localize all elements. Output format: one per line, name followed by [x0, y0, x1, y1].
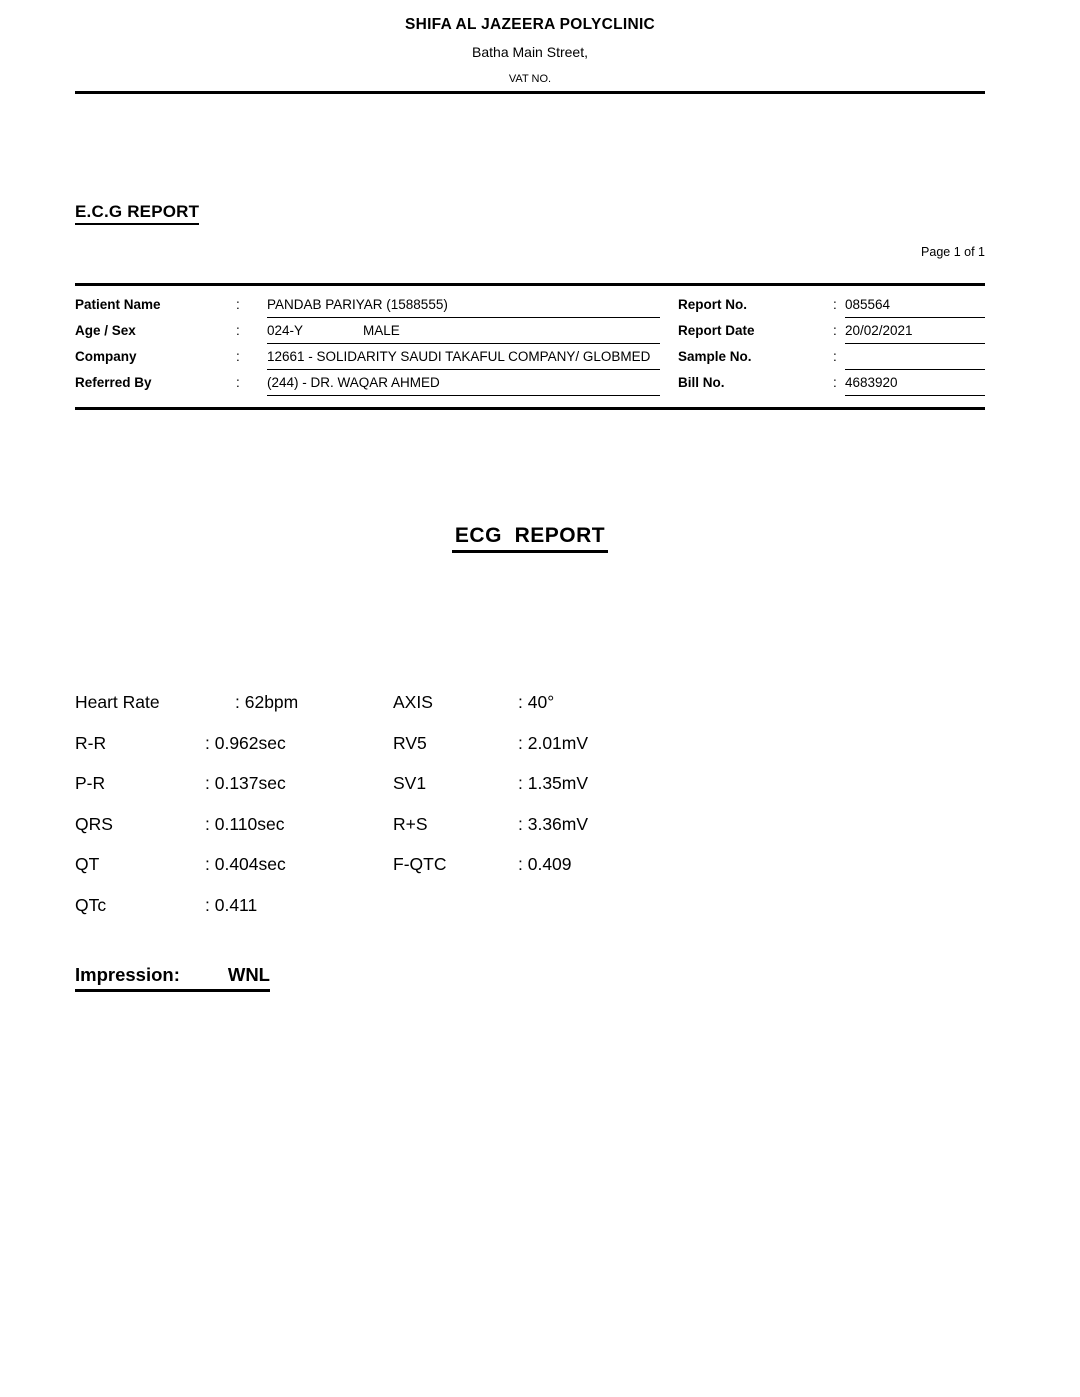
clinic-address: Batha Main Street,	[472, 44, 588, 60]
axis-value: : 40°	[518, 692, 555, 712]
pr-value: : 0.137sec	[205, 773, 286, 793]
age-sex-label: Age / Sex	[75, 323, 136, 338]
measurement-row	[75, 690, 775, 731]
page-indicator: Page 1 of 1	[921, 245, 985, 259]
qt-value: : 0.404sec	[205, 854, 286, 874]
spacer	[660, 320, 678, 346]
colon: :	[236, 297, 240, 312]
rv5-value: : 2.01mV	[518, 732, 589, 753]
measurement-row	[75, 812, 775, 853]
company-label: Company	[75, 349, 137, 364]
header-divider-rule	[75, 91, 985, 94]
ecg-title-wrap	[75, 524, 985, 553]
axis-label: AXIS	[393, 692, 433, 712]
colon: :	[236, 349, 240, 364]
sex-value: MALE	[363, 323, 400, 338]
impression-label: Impression:	[75, 964, 180, 985]
measurement-row	[75, 731, 775, 772]
patient-info-table	[75, 283, 985, 410]
bill-no-label: Bill No.	[678, 375, 725, 390]
colon: :	[236, 375, 240, 390]
colon: :	[236, 323, 240, 338]
sv1-label: SV1	[393, 773, 427, 793]
fqtc-value: : 0.409	[518, 854, 572, 874]
rr-value: : 0.962sec	[205, 732, 286, 753]
patient-name-value: PANDAB PARIYAR (1588555)	[267, 294, 660, 318]
spacer	[660, 294, 678, 320]
rs-label: R+S	[393, 813, 428, 834]
age-sex-value	[267, 320, 660, 344]
fqtc-label: F-QTC	[393, 854, 447, 874]
colon: :	[833, 323, 837, 338]
measurement-row	[75, 771, 775, 812]
spacer	[660, 372, 678, 398]
sv1-value: : 1.35mV	[518, 773, 589, 793]
patient-name-label: Patient Name	[75, 297, 161, 312]
qrs-label: QRS	[75, 813, 113, 834]
colon: :	[833, 349, 837, 364]
sample-no-value	[845, 346, 985, 370]
qtc-value: : 0.411	[205, 894, 258, 915]
age-value: 024-Y	[267, 323, 304, 338]
qrs-value: : 0.110sec	[205, 813, 285, 834]
measurement-row	[75, 893, 775, 934]
company-value: 12661 - SOLIDARITY SAUDI TAKAFUL COMPANY/ GLOBMED	[267, 346, 660, 370]
qtc-label: QTc	[75, 894, 107, 915]
referred-by-value: (244) - DR. WAQAR AHMED	[267, 372, 660, 396]
report-date-label: Report Date	[678, 323, 755, 338]
ecg-report-title: ECG REPORT	[452, 524, 608, 553]
report-no-value: 085564	[845, 294, 985, 318]
impression-line	[75, 964, 270, 992]
ecg-measurements	[75, 690, 775, 933]
rv5-label: RV5	[393, 732, 427, 753]
referred-by-label: Referred By	[75, 375, 152, 390]
clinic-name: SHIFA AL JAZEERA POLYCLINIC	[404, 16, 656, 33]
sample-no-label: Sample No.	[678, 349, 752, 364]
bill-no-value: 4683920	[845, 372, 985, 396]
spacer	[660, 346, 678, 372]
heart-rate-value: : 62bpm	[235, 692, 299, 712]
rs-value: : 3.36mV	[518, 813, 589, 834]
report-date-value: 20/02/2021	[845, 320, 985, 344]
heart-rate-label: Heart Rate	[75, 692, 160, 712]
clinic-vat-line: VAT NO.	[508, 72, 552, 85]
qt-label: QT	[75, 854, 100, 874]
impression-value: WNL	[227, 964, 270, 985]
report-no-label: Report No.	[678, 297, 747, 312]
colon: :	[833, 375, 837, 390]
rr-label: R-R	[75, 732, 107, 753]
colon: :	[833, 297, 837, 312]
pr-label: P-R	[75, 773, 106, 793]
section-title: E.C.G REPORT	[75, 202, 199, 225]
measurement-row	[75, 852, 775, 893]
